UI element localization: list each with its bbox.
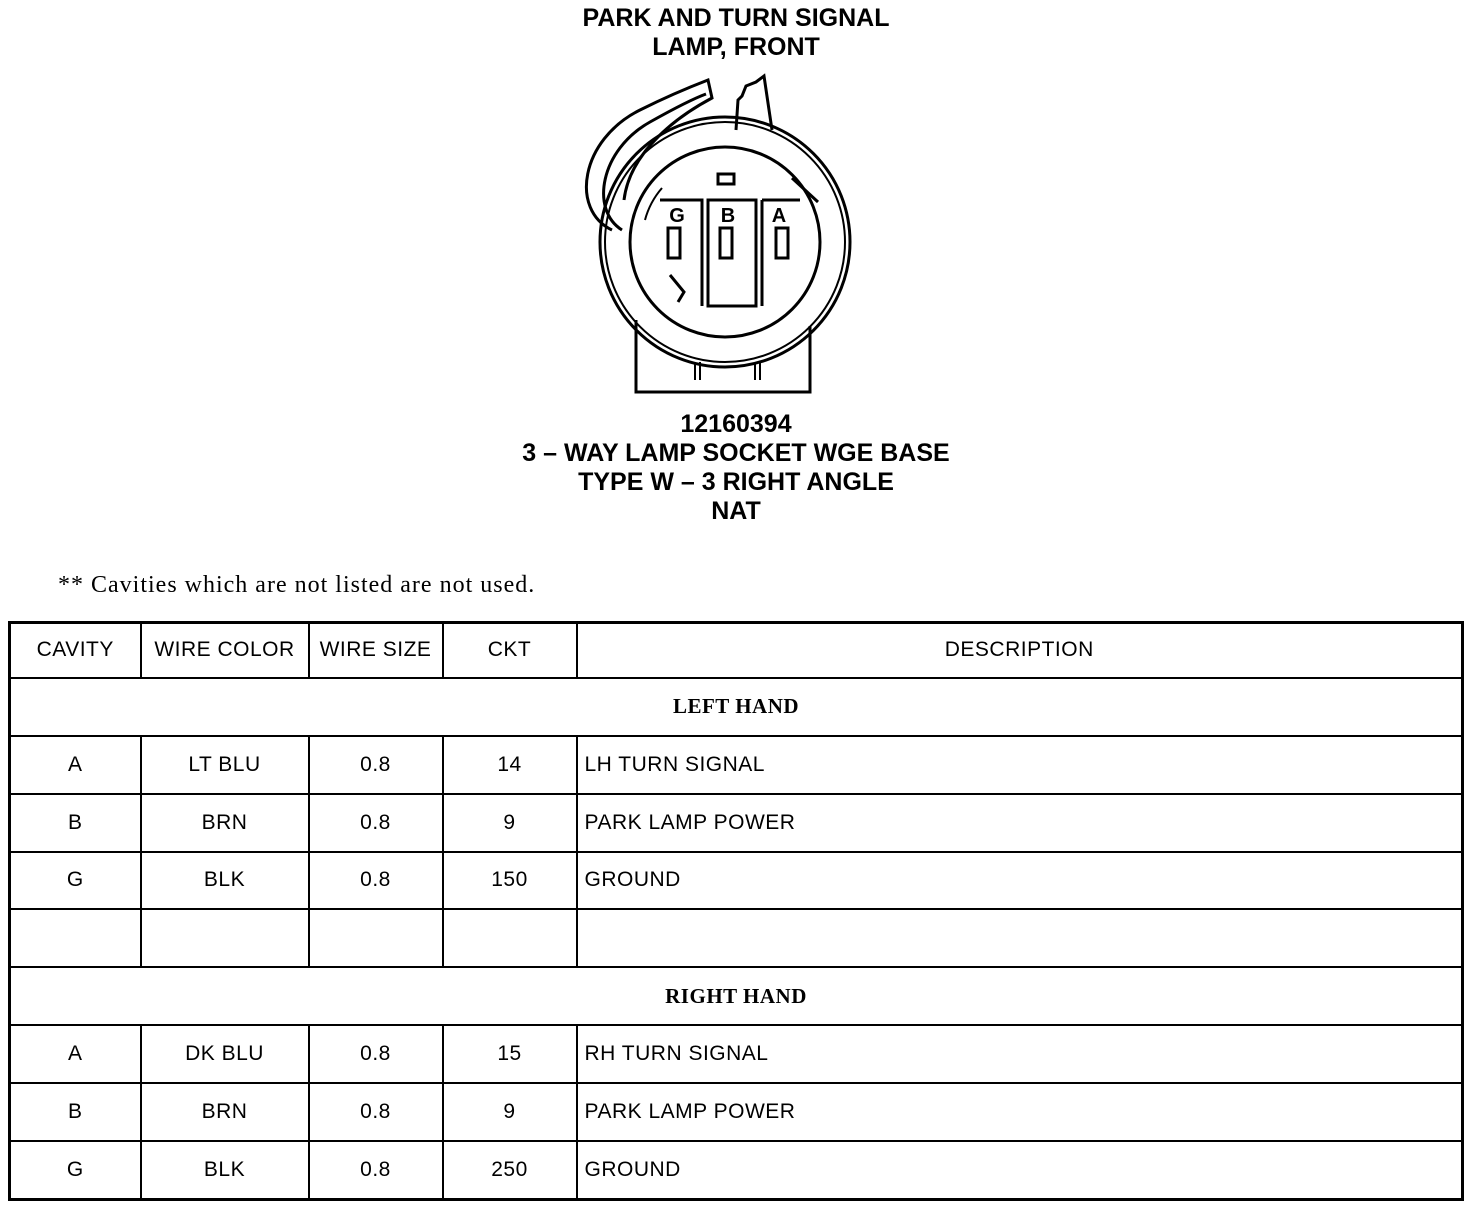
table-row [10, 736, 1463, 794]
cell-ckt: 150 [443, 852, 577, 910]
cell-description [577, 909, 1463, 967]
cell-cavity: G [10, 1141, 141, 1199]
cell-description: GROUND [577, 1141, 1463, 1199]
header-cavity: CAVITY [10, 623, 141, 678]
section-title: LEFT HAND [10, 678, 1463, 736]
inner-notch-left [670, 275, 684, 302]
part-description-line-1: 3 – WAY LAMP SOCKET WGE BASE [522, 439, 950, 467]
cell-cavity: G [10, 852, 141, 910]
part-description-line-2: TYPE W – 3 RIGHT ANGLE [578, 468, 894, 496]
cell-description: RH TURN SIGNAL [577, 1025, 1463, 1083]
cavity-label-b: B [720, 205, 736, 227]
cell-wire-size: 0.8 [309, 852, 443, 910]
header-description: DESCRIPTION [577, 623, 1463, 678]
cell-cavity: B [10, 794, 141, 852]
cell-wire-size: 0.8 [309, 736, 443, 794]
section-title: RIGHT HAND [10, 967, 1463, 1025]
cell-wire-color: LT BLU [141, 736, 309, 794]
section-row-right-hand [10, 967, 1463, 1025]
cell-description: PARK LAMP POWER [577, 1083, 1463, 1141]
table-row [10, 1083, 1463, 1141]
cell-cavity: A [10, 736, 141, 794]
section-row-left-hand [10, 678, 1463, 736]
inner-notch-right [792, 178, 818, 202]
diagram-title-line-1: PARK AND TURN SIGNAL [582, 4, 890, 32]
cavity-label-g: G [669, 205, 685, 227]
lock-tab-inner-outline [604, 94, 706, 230]
cell-ckt: 15 [443, 1025, 577, 1083]
cell-ckt: 250 [443, 1141, 577, 1199]
cell-wire-size [309, 909, 443, 967]
table-header-row [10, 623, 1463, 678]
cell-wire-size: 0.8 [309, 794, 443, 852]
cell-wire-color: BRN [141, 794, 309, 852]
table-row [10, 852, 1463, 910]
header-wire-size: WIRE SIZE [309, 623, 443, 678]
cell-wire-color: BLK [141, 852, 309, 910]
cell-cavity [10, 909, 141, 967]
cavity-label-a: A [771, 205, 787, 227]
cell-description: GROUND [577, 852, 1463, 910]
cell-ckt: 9 [443, 794, 577, 852]
part-color: NAT [711, 497, 761, 525]
cell-ckt: 14 [443, 736, 577, 794]
socket-base [636, 320, 810, 392]
cell-wire-color [141, 909, 309, 967]
pinout-table [8, 621, 1464, 1201]
part-number: 12160394 [680, 410, 792, 438]
header-ckt: CKT [443, 623, 577, 678]
diagram-title-line-2: LAMP, FRONT [652, 33, 820, 61]
cell-wire-size: 0.8 [309, 1025, 443, 1083]
table-row-empty [10, 909, 1463, 967]
cell-description: LH TURN SIGNAL [577, 736, 1463, 794]
table-row [10, 1141, 1463, 1199]
cell-wire-size: 0.8 [309, 1083, 443, 1141]
table-row [10, 1025, 1463, 1083]
cell-wire-color: DK BLU [141, 1025, 309, 1083]
cell-description: PARK LAMP POWER [577, 794, 1463, 852]
cell-wire-color: BRN [141, 1083, 309, 1141]
cell-wire-size: 0.8 [309, 1141, 443, 1199]
terminal-a [776, 228, 788, 258]
cell-ckt: 9 [443, 1083, 577, 1141]
cell-wire-color: BLK [141, 1141, 309, 1199]
inner-rim-left [645, 188, 662, 220]
table-row [10, 794, 1463, 852]
cell-cavity: B [10, 1083, 141, 1141]
terminal-g [668, 228, 680, 258]
header-wire-color: WIRE COLOR [141, 623, 309, 678]
unused-cavities-note: ** Cavities which are not listed are not used. [58, 572, 536, 598]
cell-cavity: A [10, 1025, 141, 1083]
connector-face-drawing [560, 70, 880, 410]
terminal-b [720, 228, 732, 258]
cell-ckt [443, 909, 577, 967]
inner-top-notch [718, 174, 734, 184]
